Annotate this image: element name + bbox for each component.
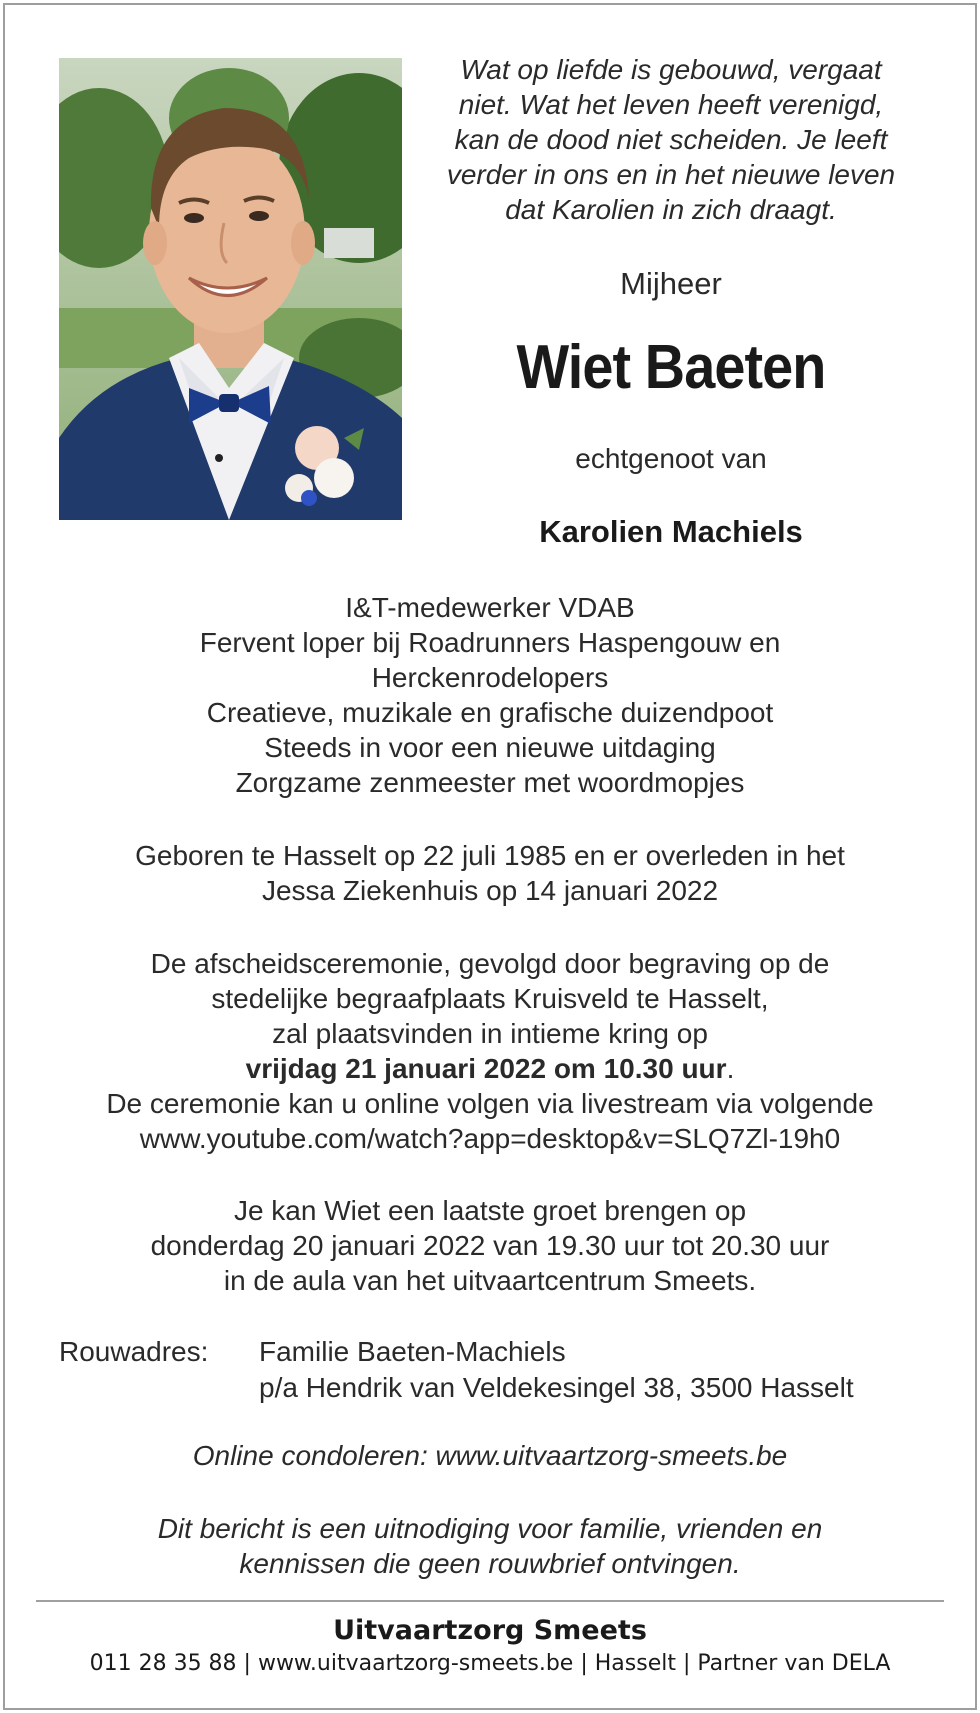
biography: [40, 590, 940, 800]
address-line: Familie Baeten-Machiels: [259, 1336, 566, 1367]
spouse-label: echtgenoot van: [575, 443, 767, 474]
portrait-photo: [59, 58, 402, 520]
visit-line: Je kan Wiet een laatste groet brengen op: [233, 1195, 747, 1226]
bio-line: Zorgzame zenmeester met woordmopjes: [235, 767, 745, 798]
address-lines: [259, 1334, 959, 1406]
spouse-name: Karolien Machiels: [539, 514, 803, 549]
quote-line: verder in ons en in het nieuwe leven: [446, 159, 896, 190]
ceremony-date: vrijdag 21 januari 2022 om 10.30 uur: [245, 1053, 727, 1084]
memorial-quote: [415, 52, 927, 227]
quote-line: niet. Wat het leven heeft verenigd,: [458, 89, 884, 120]
address-line: p/a Hendrik van Veldekesingel 38, 3500 Hasselt: [259, 1372, 854, 1403]
ceremony-line: stedelijke begraafplaats Kruisveld te Hasselt,: [211, 983, 769, 1014]
visitation-info: [40, 1193, 940, 1298]
deceased-name: Wiet Baeten: [516, 333, 826, 402]
funeral-company-info: 011 28 35 88 | www.uitvaartzorg-smeets.be | Hasselt | Partner van DELA: [89, 1651, 891, 1676]
ceremony-info: [40, 946, 940, 1156]
quote-line: kan de dood niet scheiden. Je leeft: [454, 124, 888, 155]
livestream-url[interactable]: www.youtube.com/watch?app=desktop&v=SLQ7Zl-19h0: [139, 1123, 841, 1154]
ceremony-line: De afscheidsceremonie, gevolgd door begraving op de: [150, 948, 830, 979]
ceremony-date-line: [40, 1051, 940, 1086]
bio-line: Fervent loper bij Roadrunners Haspengouw en: [199, 627, 781, 658]
bio-line: Herckenrodelopers: [371, 662, 609, 693]
funeral-company-name: Uitvaartzorg Smeets: [333, 1615, 647, 1646]
quote-line: Wat op liefde is gebouwd, vergaat: [460, 54, 882, 85]
bio-line: Steeds in voor een nieuwe uitdaging: [264, 732, 716, 763]
ceremony-line: zal plaatsvinden in intieme kring op: [272, 1018, 708, 1049]
address-label: Rouwadres:: [59, 1336, 209, 1367]
salutation: Mijheer: [620, 266, 722, 301]
visit-line: in de aula van het uitvaartcentrum Smeets.: [223, 1265, 757, 1296]
livestream-text: De ceremonie kan u online volgen via livestream via volgende: [106, 1088, 874, 1119]
born-line: Jessa Ziekenhuis op 14 januari 2022: [261, 875, 719, 906]
quote-line: dat Karolien in zich draagt.: [505, 194, 837, 225]
footer-divider: [36, 1600, 944, 1602]
notice-line: kennissen die geen rouwbrief ontvingen.: [239, 1548, 741, 1579]
born-line: Geboren te Hasselt op 22 juli 1985 en er overleden in het: [135, 840, 845, 871]
online-condolence[interactable]: Online condoleren: www.uitvaartzorg-smeets.be: [192, 1440, 788, 1471]
ceremony-date-suffix: .: [726, 1053, 735, 1084]
bio-line: I&T-medewerker VDAB: [345, 592, 635, 623]
notice-line: Dit bericht is een uitnodiging voor familie, vrienden en: [157, 1513, 823, 1544]
birth-death-info: [40, 838, 940, 908]
bio-line: Creatieve, muzikale en grafische duizendpoot: [206, 697, 774, 728]
visit-line: donderdag 20 januari 2022 van 19.30 uur tot 20.30 uur: [150, 1230, 830, 1261]
invitation-notice: [40, 1511, 940, 1581]
